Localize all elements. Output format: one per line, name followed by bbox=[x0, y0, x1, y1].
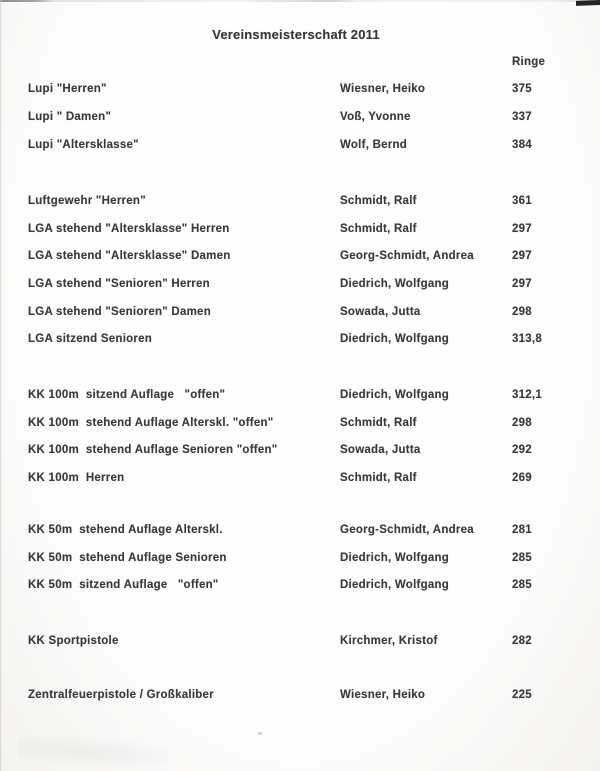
shooter-cell: Sowada, Jutta bbox=[340, 305, 421, 318]
score-cell: 361 bbox=[512, 195, 532, 208]
table-row bbox=[0, 187, 600, 215]
shooter-cell: Wiesner, Heiko bbox=[340, 689, 426, 701]
shooter-cell: Wolf, Bernd bbox=[340, 139, 408, 151]
score-cell: 298 bbox=[512, 416, 532, 429]
scan-artifact-top-right-mark bbox=[576, 0, 600, 6]
discipline-cell: Lupi "Altersklasse" bbox=[28, 139, 139, 151]
discipline-cell: LGA sitzend Senioren bbox=[28, 333, 153, 346]
table-row bbox=[0, 243, 600, 271]
discipline-cell: KK Sportpistole bbox=[28, 635, 119, 647]
score-column-header: Ringe bbox=[512, 56, 546, 68]
table-row bbox=[0, 464, 600, 492]
result-group-kk50m bbox=[0, 516, 600, 599]
shooter-cell: Diedrich, Wolfgang bbox=[340, 579, 450, 592]
table-row bbox=[0, 298, 600, 326]
shooter-cell: Diedrich, Wolfgang bbox=[340, 551, 450, 564]
discipline-cell: LGA stehend "Altersklasse" Damen bbox=[28, 250, 231, 263]
shooter-cell: Georg-Schmidt, Andrea bbox=[340, 250, 474, 263]
discipline-cell: Lupi " Damen" bbox=[28, 111, 112, 123]
table-row bbox=[0, 326, 600, 354]
table-row bbox=[0, 409, 600, 437]
table-row bbox=[0, 516, 600, 544]
table-row bbox=[0, 627, 600, 655]
discipline-cell: LGA stehend "Senioren" Damen bbox=[28, 305, 211, 318]
score-cell: 384 bbox=[512, 139, 532, 151]
table-row bbox=[0, 103, 600, 131]
score-cell: 292 bbox=[512, 444, 532, 457]
discipline-cell: KK 100m sitzend Auflage "offen" bbox=[28, 389, 226, 402]
score-cell: 269 bbox=[512, 471, 532, 484]
result-group-zentralfeuer bbox=[0, 681, 600, 709]
score-cell: 225 bbox=[512, 689, 532, 701]
discipline-cell: KK 50m stehend Auflage Alterskl. bbox=[28, 524, 223, 537]
discipline-cell: LGA stehend "Senioren" Herren bbox=[28, 278, 210, 291]
result-group-luftpistole bbox=[0, 75, 600, 159]
score-cell: 312,1 bbox=[512, 389, 543, 402]
shooter-cell: Sowada, Jutta bbox=[340, 444, 421, 457]
score-cell: 297 bbox=[512, 278, 532, 291]
discipline-cell: KK 50m sitzend Auflage "offen" bbox=[28, 579, 219, 592]
result-group-luftgewehr-lga bbox=[0, 187, 600, 353]
table-row bbox=[0, 215, 600, 243]
score-cell: 285 bbox=[512, 551, 532, 564]
discipline-cell: LGA stehend "Altersklasse" Herren bbox=[28, 222, 230, 235]
shooter-cell: Diedrich, Wolfgang bbox=[340, 333, 450, 346]
shooter-cell: Schmidt, Ralf bbox=[340, 471, 417, 484]
table-row bbox=[0, 75, 600, 103]
shooter-cell: Georg-Schmidt, Andrea bbox=[340, 524, 474, 537]
scan-artifact-top-edge bbox=[0, 0, 600, 2]
result-group-sportpistole bbox=[0, 627, 600, 655]
table-row bbox=[0, 131, 600, 159]
discipline-cell: KK 100m Herren bbox=[28, 471, 125, 484]
shooter-cell: Schmidt, Ralf bbox=[340, 222, 417, 235]
score-cell: 282 bbox=[512, 635, 532, 647]
table-row bbox=[0, 544, 600, 572]
shooter-cell: Schmidt, Ralf bbox=[340, 195, 417, 208]
shooter-cell: Diedrich, Wolfgang bbox=[340, 278, 450, 291]
discipline-cell: Zentralfeuerpistole / Großkaliber bbox=[28, 689, 214, 701]
shooter-cell: Wiesner, Heiko bbox=[340, 83, 426, 95]
discipline-cell: Lupi "Herren" bbox=[28, 83, 107, 95]
table-row bbox=[0, 436, 600, 464]
score-cell: 297 bbox=[512, 222, 532, 235]
shooter-cell: Diedrich, Wolfgang bbox=[340, 389, 450, 402]
discipline-cell: Luftgewehr "Herren" bbox=[28, 195, 146, 208]
scan-artifact-speck bbox=[258, 732, 262, 735]
score-cell: 297 bbox=[512, 250, 532, 263]
discipline-cell: KK 100m stehend Auflage Alterskl. "offen" bbox=[28, 416, 274, 429]
table-row bbox=[0, 270, 600, 298]
table-row bbox=[0, 381, 600, 409]
score-cell: 375 bbox=[512, 83, 532, 95]
score-cell: 285 bbox=[512, 579, 532, 592]
table-row bbox=[0, 681, 600, 709]
page-title: Vereinsmeisterschaft 2011 bbox=[212, 27, 380, 42]
shooter-cell: Kirchmer, Kristof bbox=[340, 635, 438, 647]
result-group-kk100m bbox=[0, 381, 600, 491]
discipline-cell: KK 100m stehend Auflage Senioren "offen" bbox=[28, 444, 278, 457]
score-cell: 313,8 bbox=[512, 333, 543, 346]
table-row bbox=[0, 571, 600, 599]
scan-artifact-bottom-smudge bbox=[18, 736, 168, 766]
shooter-cell: Voß, Yvonne bbox=[340, 111, 411, 123]
score-cell: 337 bbox=[512, 111, 532, 123]
shooter-cell: Schmidt, Ralf bbox=[340, 416, 417, 429]
discipline-cell: KK 50m stehend Auflage Senioren bbox=[28, 551, 227, 564]
score-cell: 298 bbox=[512, 305, 532, 318]
score-cell: 281 bbox=[512, 524, 532, 537]
